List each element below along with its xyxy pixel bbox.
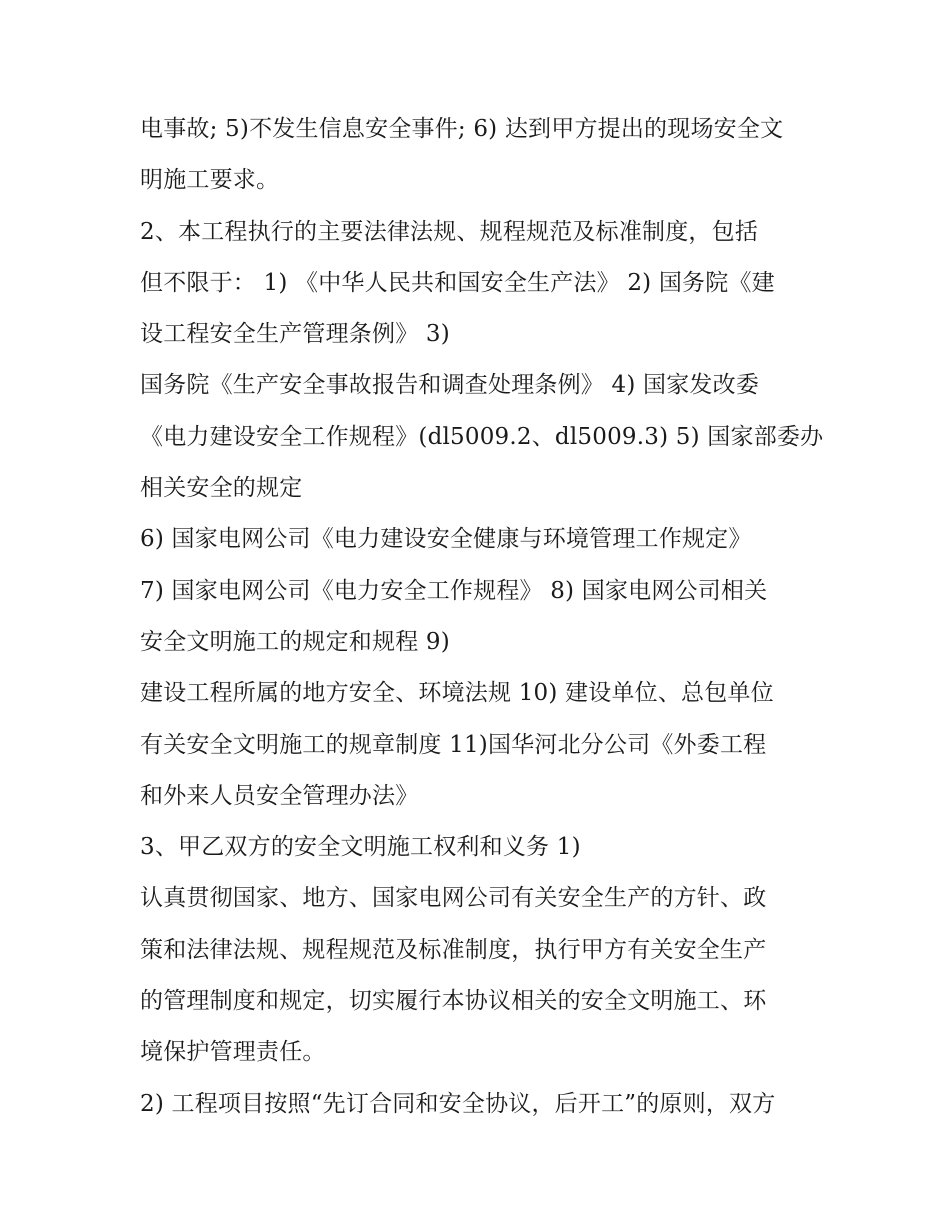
text-line: 设工程安全生产管理条例》 3)	[140, 321, 450, 348]
text-line: 2) 工程项目按照“先订合同和安全协议，后开工”的原则，双方	[140, 1090, 776, 1117]
text-line: 明施工要求。	[140, 167, 280, 194]
body-text	[140, 104, 840, 1130]
text-line: 2、本工程执行的主要法律法规、规程规范及标准制度，包括	[140, 218, 759, 245]
text-line: 电事故; 5)不发生信息安全事件; 6) 达到甲方提出的现场安全文	[140, 116, 784, 142]
text-line: 建设工程所属的地方安全、环境法规 10) 建设单位、总包单位	[140, 680, 774, 707]
text-line: 和外来人员安全管理办法》	[140, 782, 419, 809]
text-line: 安全文明施工的规定和规程 9)	[140, 628, 450, 655]
text-line: 3、甲乙双方的安全文明施工权利和义务 1)	[140, 834, 581, 861]
text-line: 的管理制度和规定，切实履行本协议相关的安全文明施工、环	[140, 988, 767, 1015]
text-line: 7) 国家电网公司《电力安全工作规程》 8) 国家电网公司相关	[140, 577, 768, 604]
text-line: 《电力建设安全工作规程》(dl5009.2、dl5009.3) 5) 国家部委办	[140, 423, 824, 450]
text-line: 策和法律法规、规程规范及标准制度，执行甲方有关安全生产	[140, 936, 767, 963]
text-line: 境保护管理责任。	[140, 1039, 326, 1066]
text-line: 国务院《生产安全事故报告和调查处理条例》 4) 国家发改委	[140, 372, 760, 399]
text-line: 有关安全文明施工的规章制度 11)国华河北分公司《外委工程	[140, 731, 767, 758]
text-line: 但不限于： 1) 《中华人民共和国安全生产法》 2) 国务院《建	[140, 269, 775, 296]
text-line: 相关安全的规定	[140, 475, 303, 502]
text-line: 认真贯彻国家、地方、国家电网公司有关安全生产的方针、政	[140, 885, 767, 912]
text-line: 6) 国家电网公司《电力建设安全健康与环境管理工作规定》	[140, 526, 752, 553]
